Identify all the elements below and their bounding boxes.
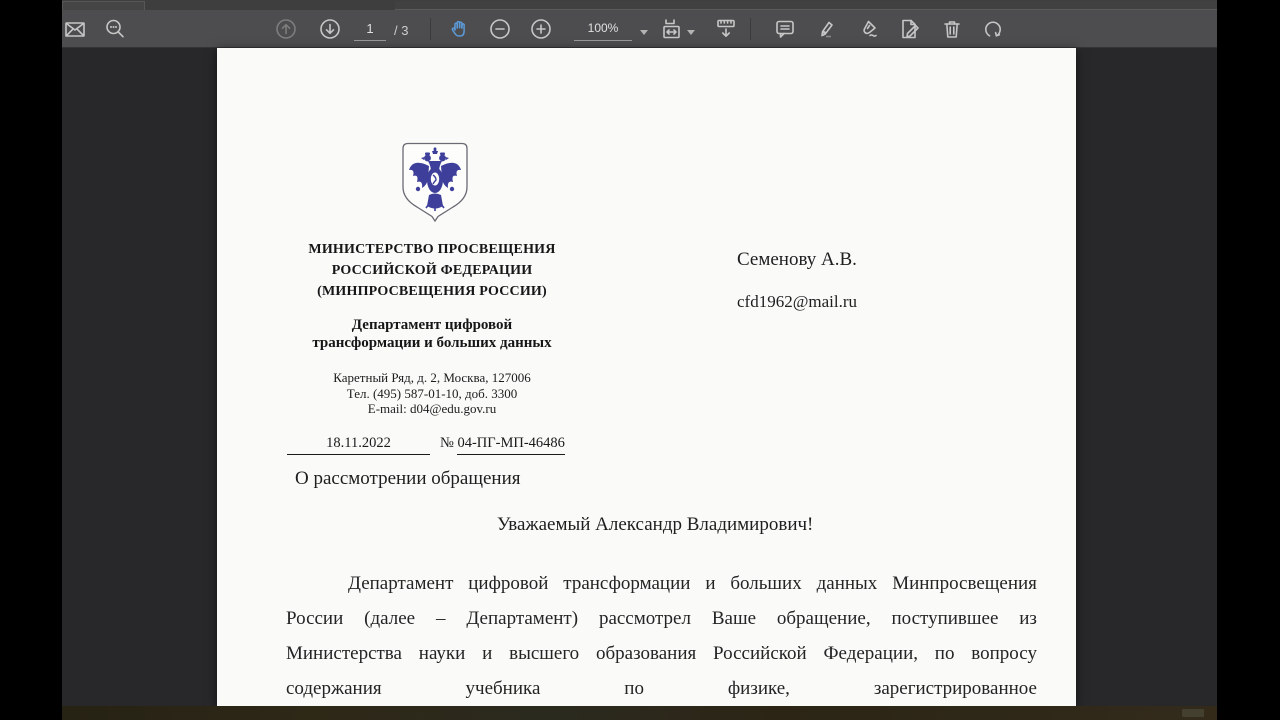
body-word: цифровой [468, 573, 549, 594]
addressee-name: Семенову А.В. [737, 249, 857, 270]
window-top-strip [62, 0, 1217, 10]
fit-width-icon[interactable] [660, 17, 684, 41]
body-word: Минпросвещения [892, 573, 1037, 594]
body-line [286, 571, 1037, 606]
body-word: зарегистрированное [873, 678, 1037, 699]
mail-icon[interactable] [63, 17, 87, 41]
letter-number: 04-ПГ-МП-46486 [457, 435, 564, 455]
ministry-line: РОССИЙСКОЙ ФЕДЕРАЦИИ [331, 262, 533, 278]
department-line: Департамент цифровой [351, 317, 513, 333]
letter-date: 18.11.2022 [287, 435, 430, 455]
russian-coat-of-arms-icon [401, 142, 469, 222]
body-word: высшего [509, 643, 580, 664]
address-line: Тел. (495) 587-01-10, доб. 3300 [346, 385, 518, 401]
body-word: данных [816, 573, 878, 594]
body-word: рассмотрел [598, 608, 691, 629]
document-page [217, 48, 1076, 706]
zoom-in-icon[interactable] [529, 17, 553, 41]
page-total-label: / 3 [394, 23, 409, 38]
ministry-line: (МИНПРОСВЕЩЕНИЯ РОССИИ) [317, 284, 547, 299]
video-timeline-strip [62, 706, 1217, 720]
toolbar-divider [430, 18, 431, 40]
body-word: Министерства [286, 643, 402, 664]
body-word: Департамент [348, 573, 454, 594]
chevron-down-icon[interactable] [640, 30, 648, 35]
salutation-line: Уважаемый Александр Владимирович! [497, 514, 814, 535]
body-word: России [286, 608, 344, 629]
edit-document-icon[interactable] [898, 17, 922, 41]
top-strip-segment [62, 1, 145, 10]
toolbar-divider [750, 18, 751, 40]
zoom-out-icon[interactable] [488, 17, 512, 41]
body-word: из [1019, 608, 1037, 629]
body-word: вопросу [971, 643, 1037, 664]
ministry-name-block [287, 240, 577, 303]
body-word: по [934, 643, 955, 664]
body-word: Департамент) [466, 608, 579, 629]
timeline-blip [1182, 709, 1204, 717]
body-word: обращение, [776, 608, 871, 629]
body-word: по [624, 678, 644, 699]
comment-icon[interactable] [773, 17, 797, 41]
body-word: трансформации [563, 573, 691, 594]
fit-page-width-icon[interactable] [714, 17, 738, 41]
top-strip-segment [395, 1, 1217, 10]
signature-pen-icon[interactable] [856, 17, 880, 41]
page-down-icon[interactable] [318, 17, 342, 41]
date-and-number-row [287, 435, 617, 455]
document-viewer-pane[interactable] [62, 48, 1217, 706]
body-word: Российской [713, 643, 807, 664]
body-word: Ваше [711, 608, 757, 629]
body-line [286, 641, 1037, 676]
pdf-toolbar [62, 10, 1217, 48]
rotate-icon[interactable] [981, 17, 1005, 41]
address-line: Каретный Ряд, д. 2, Москва, 127006 [333, 370, 531, 385]
pdf-viewer-window [62, 0, 1217, 720]
body-line [286, 606, 1037, 641]
chevron-down-icon[interactable] [687, 30, 695, 35]
letter-subject: О рассмотрении обращения [295, 468, 521, 489]
letter-body [286, 571, 1037, 711]
body-word: содержания [286, 678, 382, 699]
body-word: поступившее [891, 608, 999, 629]
body-word: больших [730, 573, 802, 594]
department-line: трансформации и больших данных [312, 335, 552, 351]
ministry-address-block [287, 370, 577, 417]
addressee-email: cfd1962@mail.ru [737, 292, 857, 311]
address-line: E-mail: d04@edu.gov.ru [367, 401, 497, 416]
highlighter-icon[interactable] [813, 17, 837, 41]
body-word: и [482, 643, 493, 664]
body-word: образования [596, 643, 697, 664]
body-word: науки [418, 643, 466, 664]
department-name-block [287, 316, 577, 352]
search-icon[interactable] [103, 17, 127, 41]
body-word: – [435, 608, 446, 629]
number-sign: № [440, 435, 454, 451]
page-number-input[interactable]: 1 [354, 21, 386, 41]
page-up-icon[interactable] [274, 17, 298, 41]
body-word: учебника [465, 678, 541, 699]
ministry-line: МИНИСТЕРСТВО ПРОСВЕЩЕНИЯ [308, 242, 556, 257]
body-word: Федерации, [823, 643, 918, 664]
trash-icon[interactable] [940, 17, 964, 41]
body-word: физике, [727, 678, 790, 699]
body-word: (далее [364, 608, 416, 629]
zoom-level-input[interactable]: 100% [574, 21, 632, 41]
body-word: и [705, 573, 716, 594]
hand-tool-icon[interactable] [447, 17, 471, 41]
